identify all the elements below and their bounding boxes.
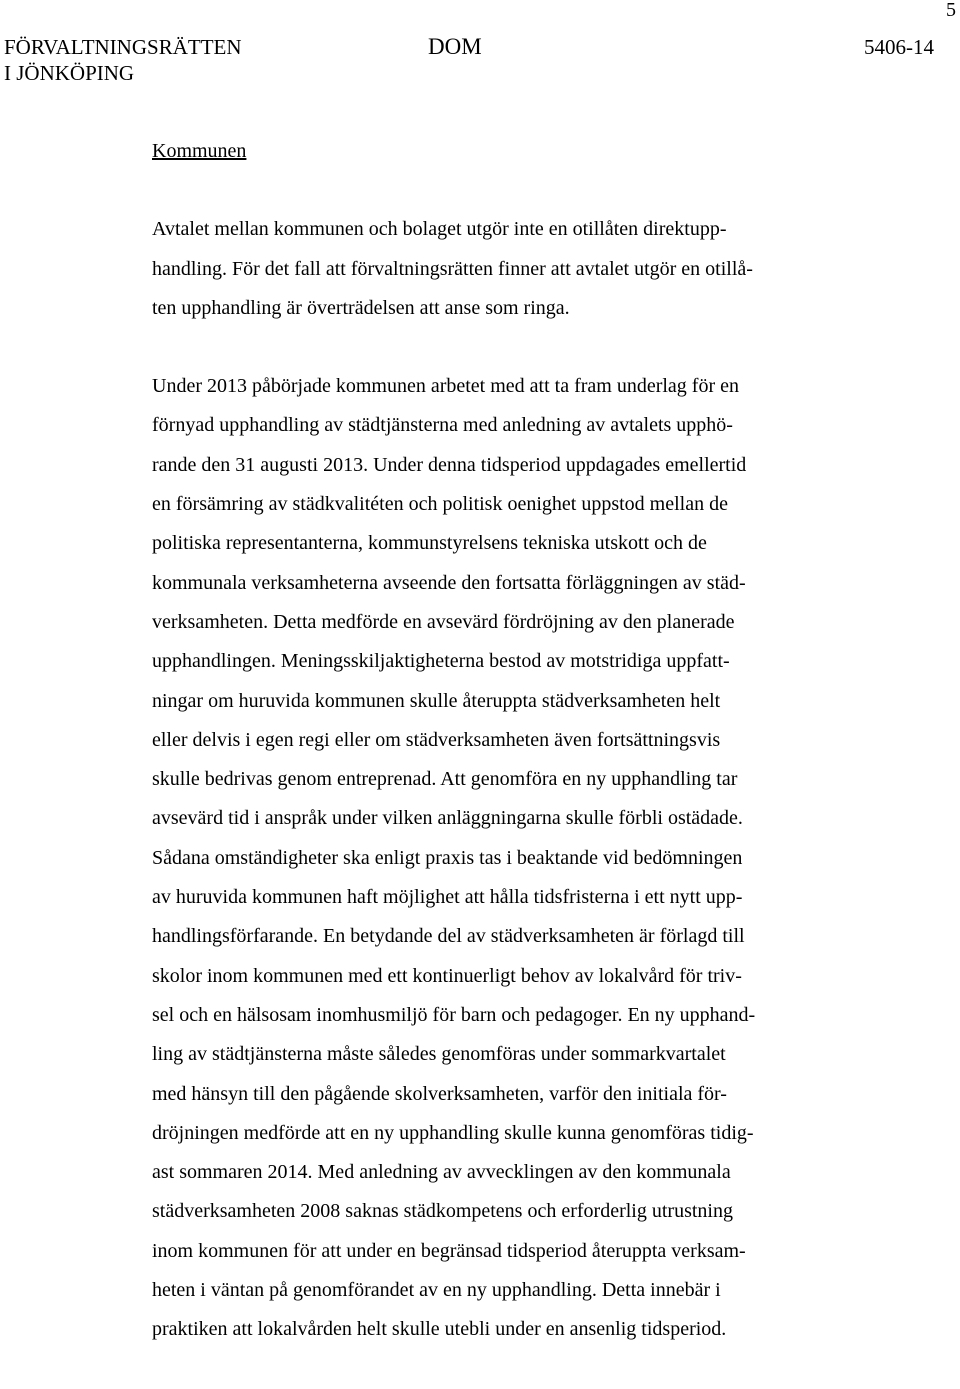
paragraph-line: kommunala verksamheterna avseende den fortsatta förläggningen av städ- <box>152 571 746 594</box>
paragraph-line: eller delvis i egen regi eller om städverksamheten även fortsättningsvis <box>152 728 721 751</box>
paragraph-line: städverksamheten 2008 saknas städkompetens och erforderlig utrustning <box>152 1200 733 1223</box>
section-heading: Kommunen <box>152 140 247 162</box>
court-name-line: I JÖNKÖPING <box>4 61 135 85</box>
page-number: 5 <box>946 0 956 21</box>
paragraph-line: ningar om huruvida kommunen skulle återuppta städverksamheten helt <box>152 689 721 712</box>
court-name <box>4 34 242 86</box>
paragraph-line: ast sommaren 2014. Med anledning av avvecklingen av den kommunala <box>152 1161 731 1184</box>
paragraph-line: handlingsförfarande. En betydande del av städverksamheten är förlagd till <box>152 925 745 948</box>
paragraph <box>152 210 852 328</box>
document-type: DOM <box>428 34 482 59</box>
paragraph-line: skolor inom kommunen med ett kontinuerligt behov av lokalvård för triv- <box>152 964 742 987</box>
paragraph-line: Sådana omständigheter ska enligt praxis tas i beaktande vid bedömningen <box>152 846 743 869</box>
paragraph-line: heten i väntan på genomförandet av en ny upphandling. Detta innebär i <box>152 1279 721 1302</box>
paragraph-line: Avtalet mellan kommunen och bolaget utgör inte en otillåten direktupp- <box>152 218 727 241</box>
paragraph-line: upphandlingen. Meningsskiljaktigheterna bestod av motstridiga uppfatt- <box>152 650 730 673</box>
paragraph-line: avsevärd tid i anspråk under vilken anläggningarna skulle förbli ostädade. <box>152 807 743 830</box>
paragraph-line: ten upphandling är överträdelsen att anse som ringa. <box>152 296 570 319</box>
paragraph-line: handling. För det fall att förvaltningsrätten finner att avtalet utgör en otillå- <box>152 257 753 280</box>
paragraph-line: sel och en hälsosam inomhusmiljö för barn och pedagoger. En ny upphand- <box>152 1003 756 1026</box>
paragraph-line: praktiken att lokalvården helt skulle utebli under en ansenlig tidsperiod. <box>152 1318 727 1341</box>
court-name-line: FÖRVALTNINGSRÄTTEN <box>4 35 242 59</box>
paragraph-line: Under 2013 påbörjade kommunen arbetet med att ta fram underlag för en <box>152 375 740 398</box>
case-number: 5406-14 <box>864 35 934 59</box>
paragraph-line: rande den 31 augusti 2013. Under denna tidsperiod uppdagades emellertid <box>152 453 747 476</box>
paragraph-line: förnyad upphandling av städtjänsterna med anledning av avtalets upphö- <box>152 414 733 437</box>
paragraph-line: dröjningen medförde att en ny upphandling skulle kunna genomföras tidig- <box>152 1121 754 1144</box>
paragraph-container <box>152 210 852 1349</box>
document-body <box>152 132 852 1389</box>
paragraph-line: skulle bedrivas genom entreprenad. Att genomföra en ny upphandling tar <box>152 768 738 791</box>
paragraph-line: verksamheten. Detta medförde en avsevärd fördröjning av den planerade <box>152 610 735 633</box>
paragraph-line: inom kommunen för att under en begränsad tidsperiod återuppta verksam- <box>152 1239 746 1262</box>
paragraph-line: ling av städtjänsterna måste således genomföras under sommarkvartalet <box>152 1043 726 1066</box>
paragraph-line: en försämring av städkvalitéten och politisk oenighet uppstod mellan de <box>152 493 728 516</box>
paragraph-line: politiska representanterna, kommunstyrelsens tekniska utskott och de <box>152 532 707 555</box>
paragraph-line: med hänsyn till den pågående skolverksamheten, varför den initiala för- <box>152 1082 727 1105</box>
paragraph <box>152 367 852 1349</box>
paragraph-line: av huruvida kommunen haft möjlighet att hålla tidsfristerna i ett nytt upp- <box>152 886 743 909</box>
